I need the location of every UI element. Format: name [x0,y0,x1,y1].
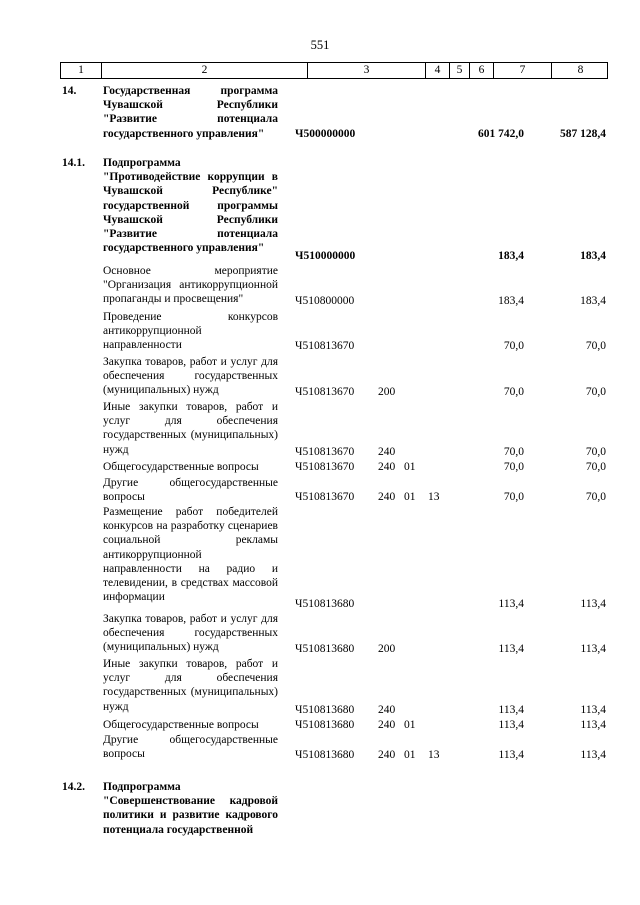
row-col-7: 113,4 [498,704,524,716]
row-code: Ч510813680 [295,704,355,716]
row-number: 14.1. [62,157,85,169]
row-col-7: 183,4 [498,250,524,262]
page-number: 551 [310,38,330,52]
row-col-4: 240 [378,461,396,473]
row-code: Ч500000000 [295,128,356,140]
row-code: Ч510813680 [295,719,355,731]
row-col-8: 587 128,4 [560,128,606,140]
header-col-7: 7 [493,63,551,78]
row-name: Подпрограмма "Совершенствование кадровой политики и развитие кадрового потенциала государственной [103,781,278,836]
row-col-7: 601 742,0 [478,128,524,140]
row-col-4: 200 [378,386,396,398]
row-col-4: 240 [378,719,396,731]
row-col-8: 183,4 [580,250,606,262]
row-col-8: 113,4 [580,598,606,610]
row-col-4: 240 [378,446,396,458]
row-number: 14. [62,85,77,97]
row-col-8: 70,0 [585,461,606,473]
row-name: Основное мероприятие "Организация антикоррупционной пропаганды и просвещения" [103,265,278,306]
row-code: Ч510813670 [295,340,355,352]
row-name: Размещение работ победителей конкурсов на разработку сценариев социальной рекламы антикоррупционной направленности на радио и телевидении, в средствах массовой информации [103,506,278,604]
row-col-5: 01 [404,461,416,473]
row-col-7: 70,0 [503,491,524,503]
row-col-4: 240 [378,704,396,716]
row-col-8: 113,4 [580,719,606,731]
row-code: Ч510000000 [295,250,356,262]
header-col-5: 5 [449,63,469,78]
row-col-5: 01 [404,491,416,503]
row-col-8: 70,0 [585,446,606,458]
header-col-4: 4 [425,63,449,78]
row-name: Другие общегосударственные вопросы [103,734,278,761]
row-name: Иные закупки товаров, работ и услуг для обеспечения государственных (муниципальных) нужд [103,658,278,713]
row-col-7: 70,0 [503,446,524,458]
row-col-5: 01 [404,719,416,731]
row-col-6: 13 [428,491,440,503]
row-code: Ч510813670 [295,386,355,398]
row-col-8: 70,0 [585,491,606,503]
row-name: Закупка товаров, работ и услуг для обеспечения государственных (муниципальных) нужд [103,356,278,397]
row-number: 14.2. [62,781,85,793]
row-name: Другие общегосударственные вопросы [103,477,278,504]
row-code: Ч510813670 [295,491,355,503]
row-col-7: 113,4 [498,643,524,655]
row-col-8: 183,4 [580,295,606,307]
row-code: Ч510813680 [295,749,355,761]
row-col-4: 240 [378,749,396,761]
row-code: Ч510813670 [295,461,355,473]
row-col-5: 01 [404,749,416,761]
row-col-7: 70,0 [503,461,524,473]
row-col-7: 183,4 [498,295,524,307]
row-col-8: 113,4 [580,643,606,655]
row-col-7: 70,0 [503,340,524,352]
row-code: Ч510813680 [295,643,355,655]
header-col-3: 3 [307,63,425,78]
header-col-8: 8 [551,63,609,78]
row-col-7: 113,4 [498,749,524,761]
row-name: Подпрограмма "Противодействие коррупции в Чувашской Республике" государственной программы Чувашской Республики "Развитие потенциала государственного управления" [103,157,278,255]
row-col-8: 113,4 [580,704,606,716]
header-col-6: 6 [469,63,493,78]
row-name: Иные закупки товаров, работ и услуг для обеспечения государственных (муниципальных) нужд [103,401,278,456]
row-col-4: 240 [378,491,396,503]
row-name: Государственная программа Чувашской Республики "Развитие потенциала государственного управления" [103,85,278,140]
row-col-7: 113,4 [498,598,524,610]
row-name: Общегосударственные вопросы [103,719,259,731]
row-col-7: 70,0 [503,386,524,398]
row-code: Ч510813680 [295,598,355,610]
header-col-1: 1 [78,64,84,76]
row-col-8: 70,0 [585,386,606,398]
row-name: Общегосударственные вопросы [103,461,259,473]
header-col-2: 2 [101,63,307,78]
row-name: Проведение конкурсов антикоррупционной направленности [103,311,278,352]
row-col-8: 113,4 [580,749,606,761]
row-code: Ч510813670 [295,446,355,458]
row-col-8: 70,0 [585,340,606,352]
row-col-4: 200 [378,643,396,655]
row-code: Ч510800000 [295,295,355,307]
row-name: Закупка товаров, работ и услуг для обеспечения государственных (муниципальных) нужд [103,613,278,654]
row-col-7: 113,4 [498,719,524,731]
row-col-6: 13 [428,749,440,761]
